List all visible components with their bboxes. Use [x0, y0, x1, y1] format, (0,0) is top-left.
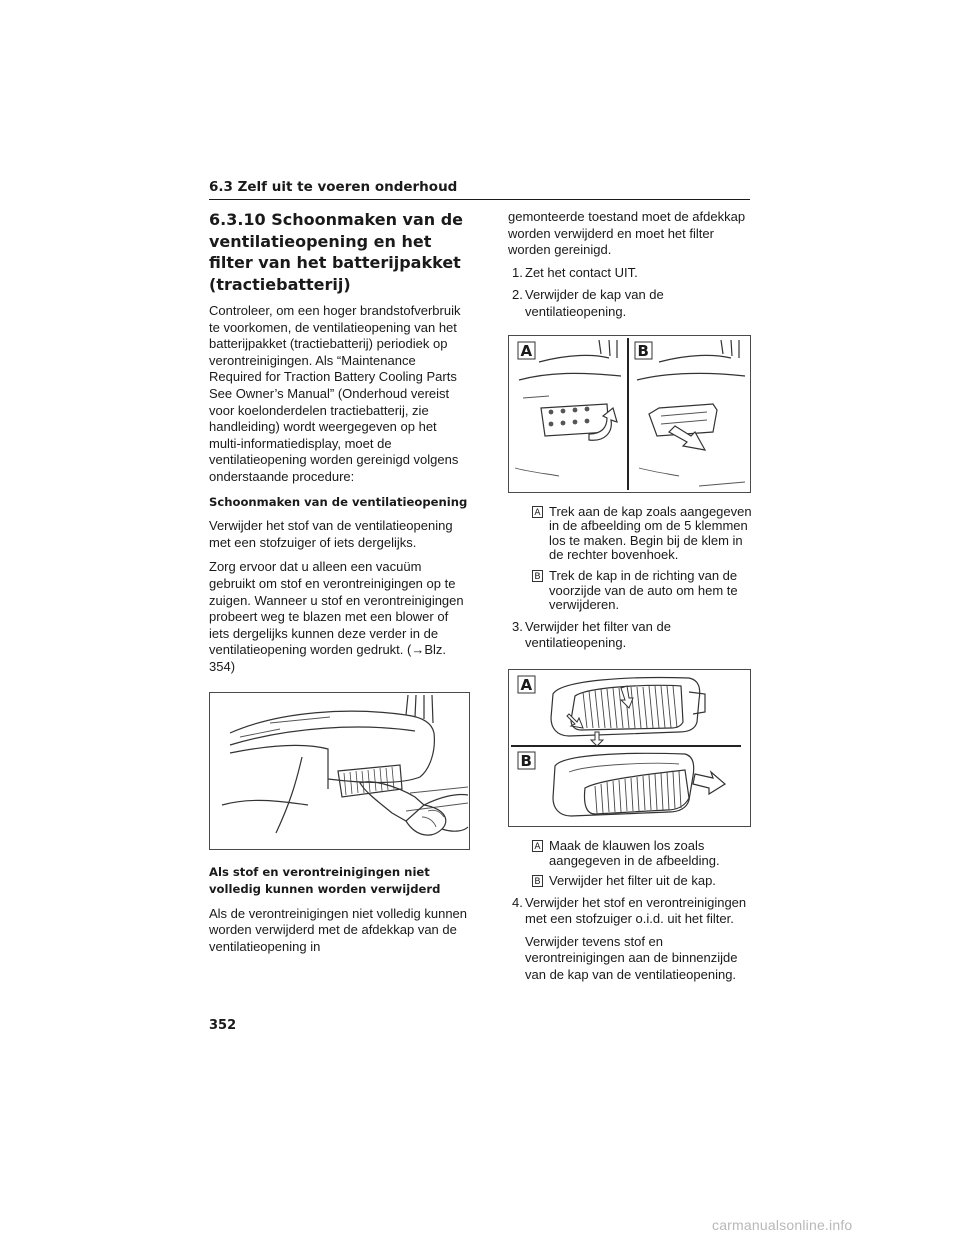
cleaning-heading: Schoonmaken van de ventilatieopening [209, 494, 468, 509]
left-column [209, 209, 471, 963]
not-removed-paragraph: Als de verontreinigingen niet volledig kunnen worden verwijderd met de afdekkap van de ventilatieopening in [209, 905, 468, 954]
cover-removal-illustration [508, 335, 751, 493]
badge-b: B [532, 875, 543, 887]
fig1-label-b [635, 342, 652, 360]
step-4-extra: Verwijder tevens stof en verontreinigingen aan de binnenzijde van de kap van de ventilatieopening. [525, 933, 738, 983]
fig2-label-a [518, 676, 535, 694]
steps-list-end [508, 895, 752, 984]
step-3 [508, 619, 752, 652]
cleaning-paragraph-2: Zorg ervoor dat u alleen een vacuüm gebruikt om stof en verontreinigingen op te zuigen. Wanneer u stof en verontreinigingen probeert weg te blazen met een blower of iets dergelijks kunnen deze verder in de ventilatieopening worden gedrukt. (→Blz. 354) [209, 559, 464, 674]
svg-text:A: A [520, 341, 533, 360]
step-number: 1. [512, 264, 523, 280]
step3-item-b-text: Verwijder het filter uit de kap. [549, 873, 716, 889]
step2-item-b [508, 569, 752, 613]
intro-paragraph: Controleer, om een hoger brandstofverbruik te voorkomen, de ventilatieopening van het batterijpakket (tractiebatterij) periodiek op verontreinigingen. Als “Maintenance Required for Traction Battery Cooling Parts See Owner’s Manual” (Onderhoud vereist voor koelonderdelen tractiebatterij, zie handleiding) wordt weergegeven op het multi-informatiedisplay, moet de ventilatieopening worden gereinigd volgens onderstaande procedure: [209, 303, 461, 484]
badge-a: A [532, 840, 543, 852]
fig1-label-a [518, 342, 535, 360]
watermark: carmanualsonline.info [712, 1217, 853, 1233]
svg-text:A: A [520, 675, 533, 694]
step-1 [508, 265, 752, 282]
step2-item-a-text: Trek aan de kap zoals aangegeven in de afbeelding om de 5 klemmen los te maken. Begin bij de klem in de rechter bovenhoek. [549, 503, 752, 563]
not-removed-paragraph-cont: gemonteerde toestand moet de afdekkap worden verwijderd en moet het filter worden gereinigd. [508, 209, 746, 258]
step-number: 4. [512, 894, 523, 910]
step-text: Verwijder het stof en verontreinigingen met een stofzuiger o.i.d. uit het filter. [525, 894, 747, 927]
badge-b: B [532, 570, 543, 582]
steps-list-cont [508, 619, 752, 652]
step3-item-b [508, 874, 752, 889]
step-4 [508, 895, 752, 984]
step-text: Verwijder de kap van de ventilatieopening. [525, 287, 664, 319]
step-text: Verwijder het filter van de ventilatieopening. [525, 618, 671, 651]
section-header: 6.3 Zelf uit te voeren onderhoud [209, 179, 750, 200]
filter-removal-illustration [508, 669, 751, 827]
step3-item-a [508, 839, 752, 868]
step-text: Zet het contact UIT. [525, 264, 638, 280]
step-2 [508, 287, 752, 320]
step2-item-a [508, 505, 752, 563]
step-number: 3. [512, 618, 523, 634]
cleaning-paragraph-1: Verwijder het stof van de ventilatieopening met een stofzuiger of iets dergelijks. [209, 518, 453, 550]
steps-list [508, 265, 752, 321]
right-column [508, 209, 752, 990]
section-title: 6.3.10 Schoonmaken van de ventilatieopening en het filter van het batterijpakket (tractiebatterij) [209, 210, 464, 294]
step2-item-b-text: Trek de kap in de richting van de voorzijde van de auto om hem te verwijderen. [549, 567, 738, 613]
vacuum-illustration [209, 692, 470, 850]
badge-a: A [532, 506, 543, 518]
svg-text:B: B [520, 751, 532, 770]
page-number: 352 [209, 1018, 237, 1033]
not-removed-heading: Als stof en verontreinigingen niet volledig kunnen worden verwijderd [209, 865, 441, 897]
fig2-label-b [518, 752, 535, 770]
step-number: 2. [512, 287, 523, 303]
svg-text:B: B [637, 341, 649, 360]
step3-item-a-text: Maak de klauwen los zoals aangegeven in de afbeelding. [549, 837, 720, 868]
